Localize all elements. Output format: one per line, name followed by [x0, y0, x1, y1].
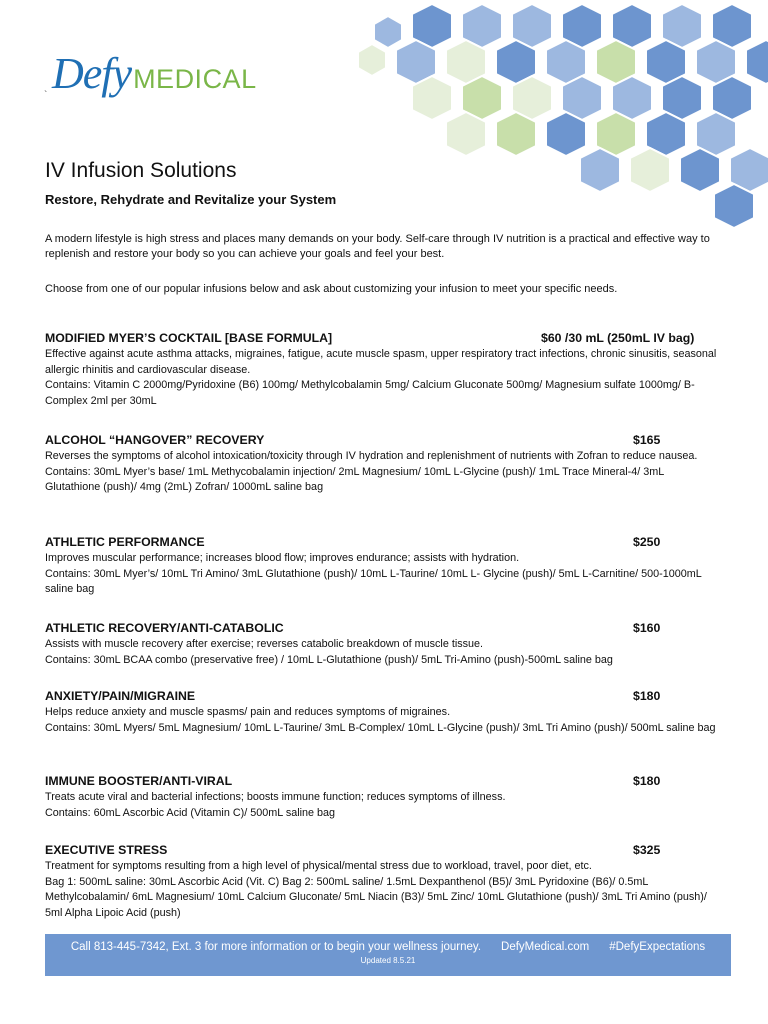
footer-call-text: Call 813-445-7342, Ext. 3 for more information or to begin your wellness journey.	[70, 941, 482, 953]
defy-medical-logo	[44, 48, 257, 104]
logo-mark: `	[44, 90, 48, 101]
infusion-contents: Contains: Vitamin C 2000mg/Pyridoxine (B6) 100mg/ Methylcobalamin 5mg/ Calcium Gluconate 500mg/ Magnesium sulfate 1000mg/ B-Complex 2ml per 30mL	[45, 379, 695, 407]
infusion-description: Helps reduce anxiety and muscle spasms/ pain and reduces symptoms of migraines.	[45, 706, 451, 718]
infusion-item-myers	[45, 330, 720, 409]
infusion-price: $160	[633, 621, 661, 635]
infusion-contents: Contains: 30mL Myers/ 5mL Magnesium/ 10mL L-Taurine/ 3mL B-Complex/ 10mL L-Glycine (push)/ 3mL Tri Amino (push)/ 500mL saline bag	[45, 721, 716, 734]
infusion-contents: Contains: 30mL Myer’s base/ 1mL Methycobalamin injection/ 2mL Magnesium/ 10mL L-Glycine (push)/ 1mL Trace Mineral-4/ 3mL Glutathione (push)/ 4mg (2mL) Zofran/ 1000mL saline bag	[45, 465, 664, 493]
intro-paragraph: A modern lifestyle is high stress and places many demands on your body. Self-care through IV nutrition is a practical and effective way to replenish and restore your body so you can achieve your goals and feel your best.	[45, 233, 710, 260]
infusion-description: Improves muscular performance; increases blood flow; improves endurance; assists with hydration.	[45, 552, 520, 564]
infusion-price: $60 /30 mL (250mL IV bag)	[541, 331, 695, 345]
footer-hashtag: #DefyExpectations	[609, 941, 706, 953]
infusion-name: EXECUTIVE STRESS	[45, 843, 168, 857]
infusion-price: $165	[633, 433, 661, 447]
infusion-item-athletic-performance	[45, 534, 720, 598]
footer-updated-date: Updated 8.5.21	[360, 956, 416, 965]
intro-instructions: Choose from one of our popular infusions below and ask about customizing your infusion to meet your specific needs.	[45, 283, 618, 295]
infusion-description: Reverses the symptoms of alcohol intoxication/toxicity through IV hydration and replenishment of nutrients with Zofran to reduce nausea.	[45, 450, 698, 462]
footer-website-link[interactable]: DefyMedical.com	[501, 941, 590, 953]
infusion-description: Treatment for symptoms resulting from a high level of physical/mental stress due to workload, travel, poor diet, etc.	[45, 860, 592, 872]
infusion-name: ATHLETIC RECOVERY/ANTI-CATABOLIC	[45, 621, 284, 635]
infusion-contents: Contains: 30mL BCAA combo (preservative free) / 10mL L-Glutathione (push)/ 5mL Tri-Amino (push)-500mL saline bag	[45, 653, 613, 666]
infusion-item-immune	[45, 773, 720, 821]
infusion-contents: Contains: 30mL Myer’s/ 10mL Tri Amino/ 3mL Glutathione (push)/ 10mL L-Taurine/ 10mL L- Glycine (push)/ 5mL L-Carnitine/ 500-1000mL saline bag	[45, 567, 702, 595]
page-title: IV Infusion Solutions	[45, 159, 237, 182]
infusion-price: $180	[633, 774, 661, 788]
infusion-item-executive-stress	[45, 842, 720, 921]
infusion-name: ALCOHOL “HANGOVER” RECOVERY	[45, 433, 265, 447]
infusion-description: Treats acute viral and bacterial infections; boosts immune function; reduces symptoms of illness.	[45, 791, 506, 803]
infusion-item-hangover	[45, 432, 720, 496]
contact-footer	[45, 934, 731, 976]
page-subtitle: Restore, Rehydrate and Revitalize your System	[45, 192, 337, 207]
logo-word: MEDICAL	[133, 64, 257, 94]
infusion-price: $180	[633, 689, 661, 703]
infusion-name: IMMUNE BOOSTER/ANTI-VIRAL	[45, 774, 233, 788]
infusion-contents: Bag 1: 500mL saline: 30mL Ascorbic Acid (Vit. C) Bag 2: 500mL saline/ 1.5mL Dexpanthenol (B5)/ 3mL Pyridoxine (B6)/ 0.5mL Methylcobalamin/ 6mL Magnesium/ 10mL Calcium Gluconate/ 5mL Niacin (B3)/ 5mL Zinc/ 10mL Glutathione (push)/ 3mL Tri Amino (push)/ 5ml Alpha Lipoic Acid (push)	[45, 875, 707, 919]
infusion-name: ATHLETIC PERFORMANCE	[45, 535, 205, 549]
infusion-description: Assists with muscle recovery after exercise; reverses catabolic breakdown of muscle tissue.	[45, 638, 484, 650]
infusion-description: Effective against acute asthma attacks, migraines, fatigue, acute muscle spasm, upper respiratory tract infections, chronic sinusitis, seasonal allergic rhinitis and cardiovascular disease.	[45, 348, 717, 376]
infusion-name: MODIFIED MYER’S COCKTAIL [BASE FORMULA]	[45, 331, 333, 345]
infusion-contents: Contains: 60mL Ascorbic Acid (Vitamin C)/ 500mL saline bag	[45, 806, 336, 819]
infusion-name: ANXIETY/PAIN/MIGRAINE	[45, 689, 196, 703]
infusion-item-anxiety	[45, 688, 720, 736]
logo-script: Defy	[52, 49, 132, 98]
infusion-price: $325	[633, 843, 661, 857]
infusion-item-athletic-recovery	[45, 620, 720, 668]
infusion-price: $250	[633, 535, 661, 549]
